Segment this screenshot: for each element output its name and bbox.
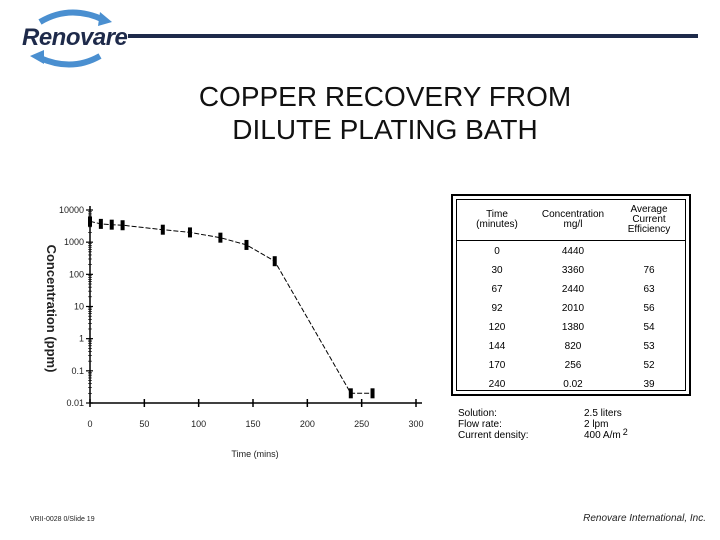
cell-concentration: 0.02 — [563, 379, 583, 390]
y-tick-label: 100 — [68, 269, 84, 280]
cell-time: 120 — [488, 322, 506, 333]
x-tick-label: 200 — [299, 419, 315, 429]
cell-concentration: 4440 — [561, 246, 585, 257]
data-point — [218, 233, 222, 243]
data-point — [110, 220, 114, 230]
cell-concentration: 2010 — [561, 303, 585, 314]
cell-efficiency: 39 — [643, 379, 655, 390]
table-row — [457, 337, 685, 356]
cell-time: 92 — [491, 303, 503, 314]
cell-time: 67 — [491, 284, 503, 295]
x-tick-label: 300 — [408, 419, 424, 429]
data-point — [349, 388, 353, 398]
cell-concentration: 256 — [564, 360, 582, 371]
table-row — [457, 242, 685, 261]
series-line — [90, 221, 373, 393]
title-line-2: DILUTE PLATING BATH — [232, 114, 538, 145]
header-time: Time (minutes) — [476, 209, 518, 230]
data-point — [121, 220, 125, 230]
logo-text: Renovare — [22, 24, 128, 51]
y-tick-label: 10 — [73, 301, 84, 312]
cell-time: 170 — [488, 360, 506, 371]
data-point — [244, 240, 248, 250]
table-row — [457, 318, 685, 337]
x-axis-label: Time (mins) — [231, 449, 279, 459]
cell-concentration: 820 — [564, 341, 582, 352]
cell-efficiency: 53 — [643, 341, 655, 352]
condition-value: 400 A/m 2 — [584, 427, 628, 441]
cell-time: 144 — [488, 341, 506, 352]
table-row — [457, 299, 685, 318]
data-point — [161, 225, 165, 235]
y-tick-label: 0.01 — [66, 398, 84, 408]
condition-row — [458, 408, 708, 419]
header-efficiency: Average Current Efficiency — [627, 204, 671, 235]
y-tick-label: 10000 — [58, 205, 84, 215]
cell-efficiency: 63 — [643, 284, 655, 295]
condition-value: 2 lpm — [584, 419, 609, 430]
condition-value: 2.5 liters — [584, 408, 622, 419]
cell-efficiency: 54 — [643, 322, 655, 333]
superscript: 2 — [622, 427, 628, 437]
data-point — [99, 219, 103, 229]
data-point — [88, 216, 92, 226]
x-tick-label: 50 — [139, 419, 150, 429]
condition-label: Current density: — [458, 430, 529, 441]
x-tick-label: 150 — [245, 419, 261, 429]
cell-concentration: 1380 — [561, 322, 585, 333]
y-tick-label: 1 — [78, 333, 84, 344]
table-row — [457, 261, 685, 280]
x-tick-label: 0 — [87, 419, 93, 429]
company-footer: Renovare International, Inc. — [583, 513, 706, 524]
x-tick-label: 100 — [191, 419, 207, 429]
cell-concentration: 3360 — [561, 265, 585, 276]
y-axis-label: Concentration (ppm) — [44, 244, 59, 373]
cell-concentration: 2440 — [561, 284, 585, 295]
condition-row — [458, 427, 708, 441]
condition-label: Solution: — [458, 408, 497, 419]
y-tick-label: 0.1 — [71, 365, 84, 376]
data-point — [371, 388, 375, 398]
slide-reference: VRII-0028 0/Slide 19 — [30, 516, 95, 523]
condition-row — [458, 419, 708, 430]
table-row — [457, 356, 685, 375]
table-header — [457, 200, 685, 241]
header-concentration: Concentration mg/l — [541, 209, 605, 230]
data-point — [273, 256, 277, 266]
x-tick-label: 250 — [354, 419, 370, 429]
title-line-1: COPPER RECOVERY FROM — [198, 81, 572, 112]
cell-time: 240 — [488, 379, 506, 390]
test-conditions — [458, 408, 708, 441]
y-tick-label: 1000 — [63, 237, 84, 248]
data-point — [188, 227, 192, 237]
cell-efficiency: 76 — [643, 265, 655, 276]
table-row — [457, 280, 685, 299]
cell-efficiency: 52 — [643, 360, 655, 371]
cell-efficiency: 56 — [643, 303, 655, 314]
cell-efficiency — [609, 242, 689, 261]
data-table — [451, 194, 691, 396]
condition-label: Flow rate: — [458, 419, 502, 430]
table-row — [457, 375, 685, 394]
cell-time: 30 — [491, 265, 503, 276]
data-table-inner — [456, 199, 686, 391]
cell-time: 0 — [494, 246, 500, 257]
